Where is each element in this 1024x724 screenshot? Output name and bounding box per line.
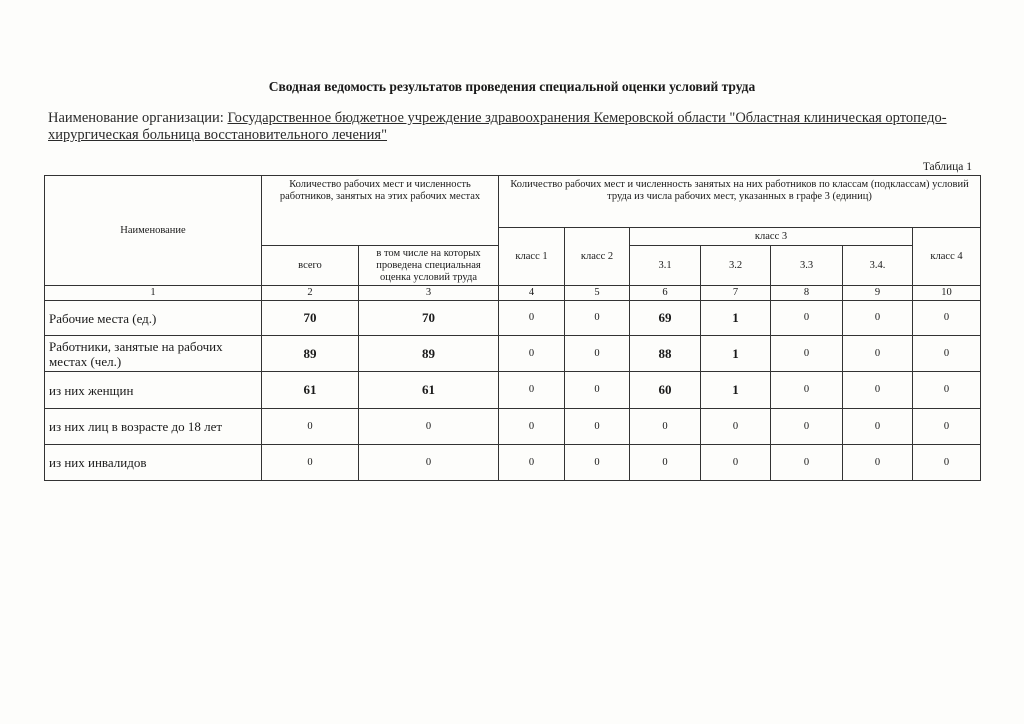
column-number: 2 [262, 286, 359, 301]
cell-class2: 0 [565, 445, 630, 481]
header-class1: класс 1 [499, 228, 565, 286]
column-number: 7 [701, 286, 771, 301]
header-sub-3-2: 3.2 [701, 246, 771, 286]
cell-total: 70 [262, 301, 359, 336]
cell-3-4: 0 [843, 409, 913, 445]
row-label: из них лиц в возрасте до 18 лет [45, 409, 262, 445]
column-number: 9 [843, 286, 913, 301]
row-label: из них инвалидов [45, 445, 262, 481]
cell-class4: 0 [913, 372, 981, 409]
column-number: 5 [565, 286, 630, 301]
cell-class4: 0 [913, 445, 981, 481]
header-sub-3-4: 3.4. [843, 246, 913, 286]
header-total: всего [262, 246, 359, 286]
cell-3-2: 1 [701, 372, 771, 409]
row-label: из них женщин [45, 372, 262, 409]
cell-3-3: 0 [771, 372, 843, 409]
cell-3-1: 60 [630, 372, 701, 409]
cell-class4: 0 [913, 336, 981, 372]
cell-3-3: 0 [771, 301, 843, 336]
cell-assessed: 89 [359, 336, 499, 372]
cell-class1: 0 [499, 372, 565, 409]
cell-3-3: 0 [771, 409, 843, 445]
cell-class4: 0 [913, 301, 981, 336]
table-row [45, 301, 981, 336]
cell-total: 89 [262, 336, 359, 372]
cell-class1: 0 [499, 336, 565, 372]
cell-3-2: 1 [701, 336, 771, 372]
cell-class2: 0 [565, 409, 630, 445]
cell-class2: 0 [565, 301, 630, 336]
cell-total: 0 [262, 409, 359, 445]
cell-3-1: 88 [630, 336, 701, 372]
cell-3-4: 0 [843, 445, 913, 481]
column-number: 6 [630, 286, 701, 301]
cell-assessed: 0 [359, 445, 499, 481]
header-count-group: Количество рабочих мест и численность работников, занятых на этих рабочих местах [262, 176, 499, 246]
cell-class1: 0 [499, 445, 565, 481]
table-row [45, 336, 981, 372]
row-label: Работники, занятые на рабочих местах (чел.) [45, 336, 262, 372]
column-number: 4 [499, 286, 565, 301]
cell-3-2: 0 [701, 409, 771, 445]
cell-assessed: 0 [359, 409, 499, 445]
organization-name: Государственное бюджетное учреждение здравоохранения Кемеровской области "Областная клиническая ортопедо-хирургическая больница восстановительного лечения" [48, 110, 947, 143]
cell-3-1: 0 [630, 445, 701, 481]
table-label: Таблица 1 [922, 161, 972, 173]
header-sub-3-3: 3.3 [771, 246, 843, 286]
cell-3-3: 0 [771, 336, 843, 372]
table-row [45, 372, 981, 409]
header-class2: класс 2 [565, 228, 630, 286]
page-title: Сводная ведомость результатов проведения специальной оценки условий труда [268, 79, 756, 94]
cell-3-2: 0 [701, 445, 771, 481]
header-name: Наименование [45, 176, 262, 286]
header-sub-3-1: 3.1 [630, 246, 701, 286]
cell-3-1: 69 [630, 301, 701, 336]
header-assessed: в том числе на которых проведена специальная оценка условий труда [359, 246, 499, 286]
column-number: 1 [45, 286, 262, 301]
cell-total: 61 [262, 372, 359, 409]
cell-3-2: 1 [701, 301, 771, 336]
cell-3-4: 0 [843, 372, 913, 409]
cell-total: 0 [262, 445, 359, 481]
organization-label: Наименование организации: [48, 110, 224, 126]
column-number: 8 [771, 286, 843, 301]
cell-class2: 0 [565, 336, 630, 372]
summary-table [44, 175, 981, 481]
table-row [45, 409, 981, 445]
column-number: 10 [913, 286, 981, 301]
cell-class1: 0 [499, 409, 565, 445]
cell-class1: 0 [499, 301, 565, 336]
cell-class4: 0 [913, 409, 981, 445]
cell-class2: 0 [565, 372, 630, 409]
cell-3-4: 0 [843, 336, 913, 372]
header-classes-group: Количество рабочих мест и численность занятых на них работников по классам (подклассам) условий труда из числа рабочих мест, указанных в графе 3 (единиц) [499, 176, 981, 228]
header-class4: класс 4 [913, 228, 981, 286]
cell-assessed: 61 [359, 372, 499, 409]
table-row [45, 445, 981, 481]
cell-3-1: 0 [630, 409, 701, 445]
header-class3: класс 3 [630, 228, 913, 246]
cell-assessed: 70 [359, 301, 499, 336]
cell-3-4: 0 [843, 301, 913, 336]
cell-3-3: 0 [771, 445, 843, 481]
row-label: Рабочие места (ед.) [45, 301, 262, 336]
column-number: 3 [359, 286, 499, 301]
organization-line [48, 110, 978, 144]
